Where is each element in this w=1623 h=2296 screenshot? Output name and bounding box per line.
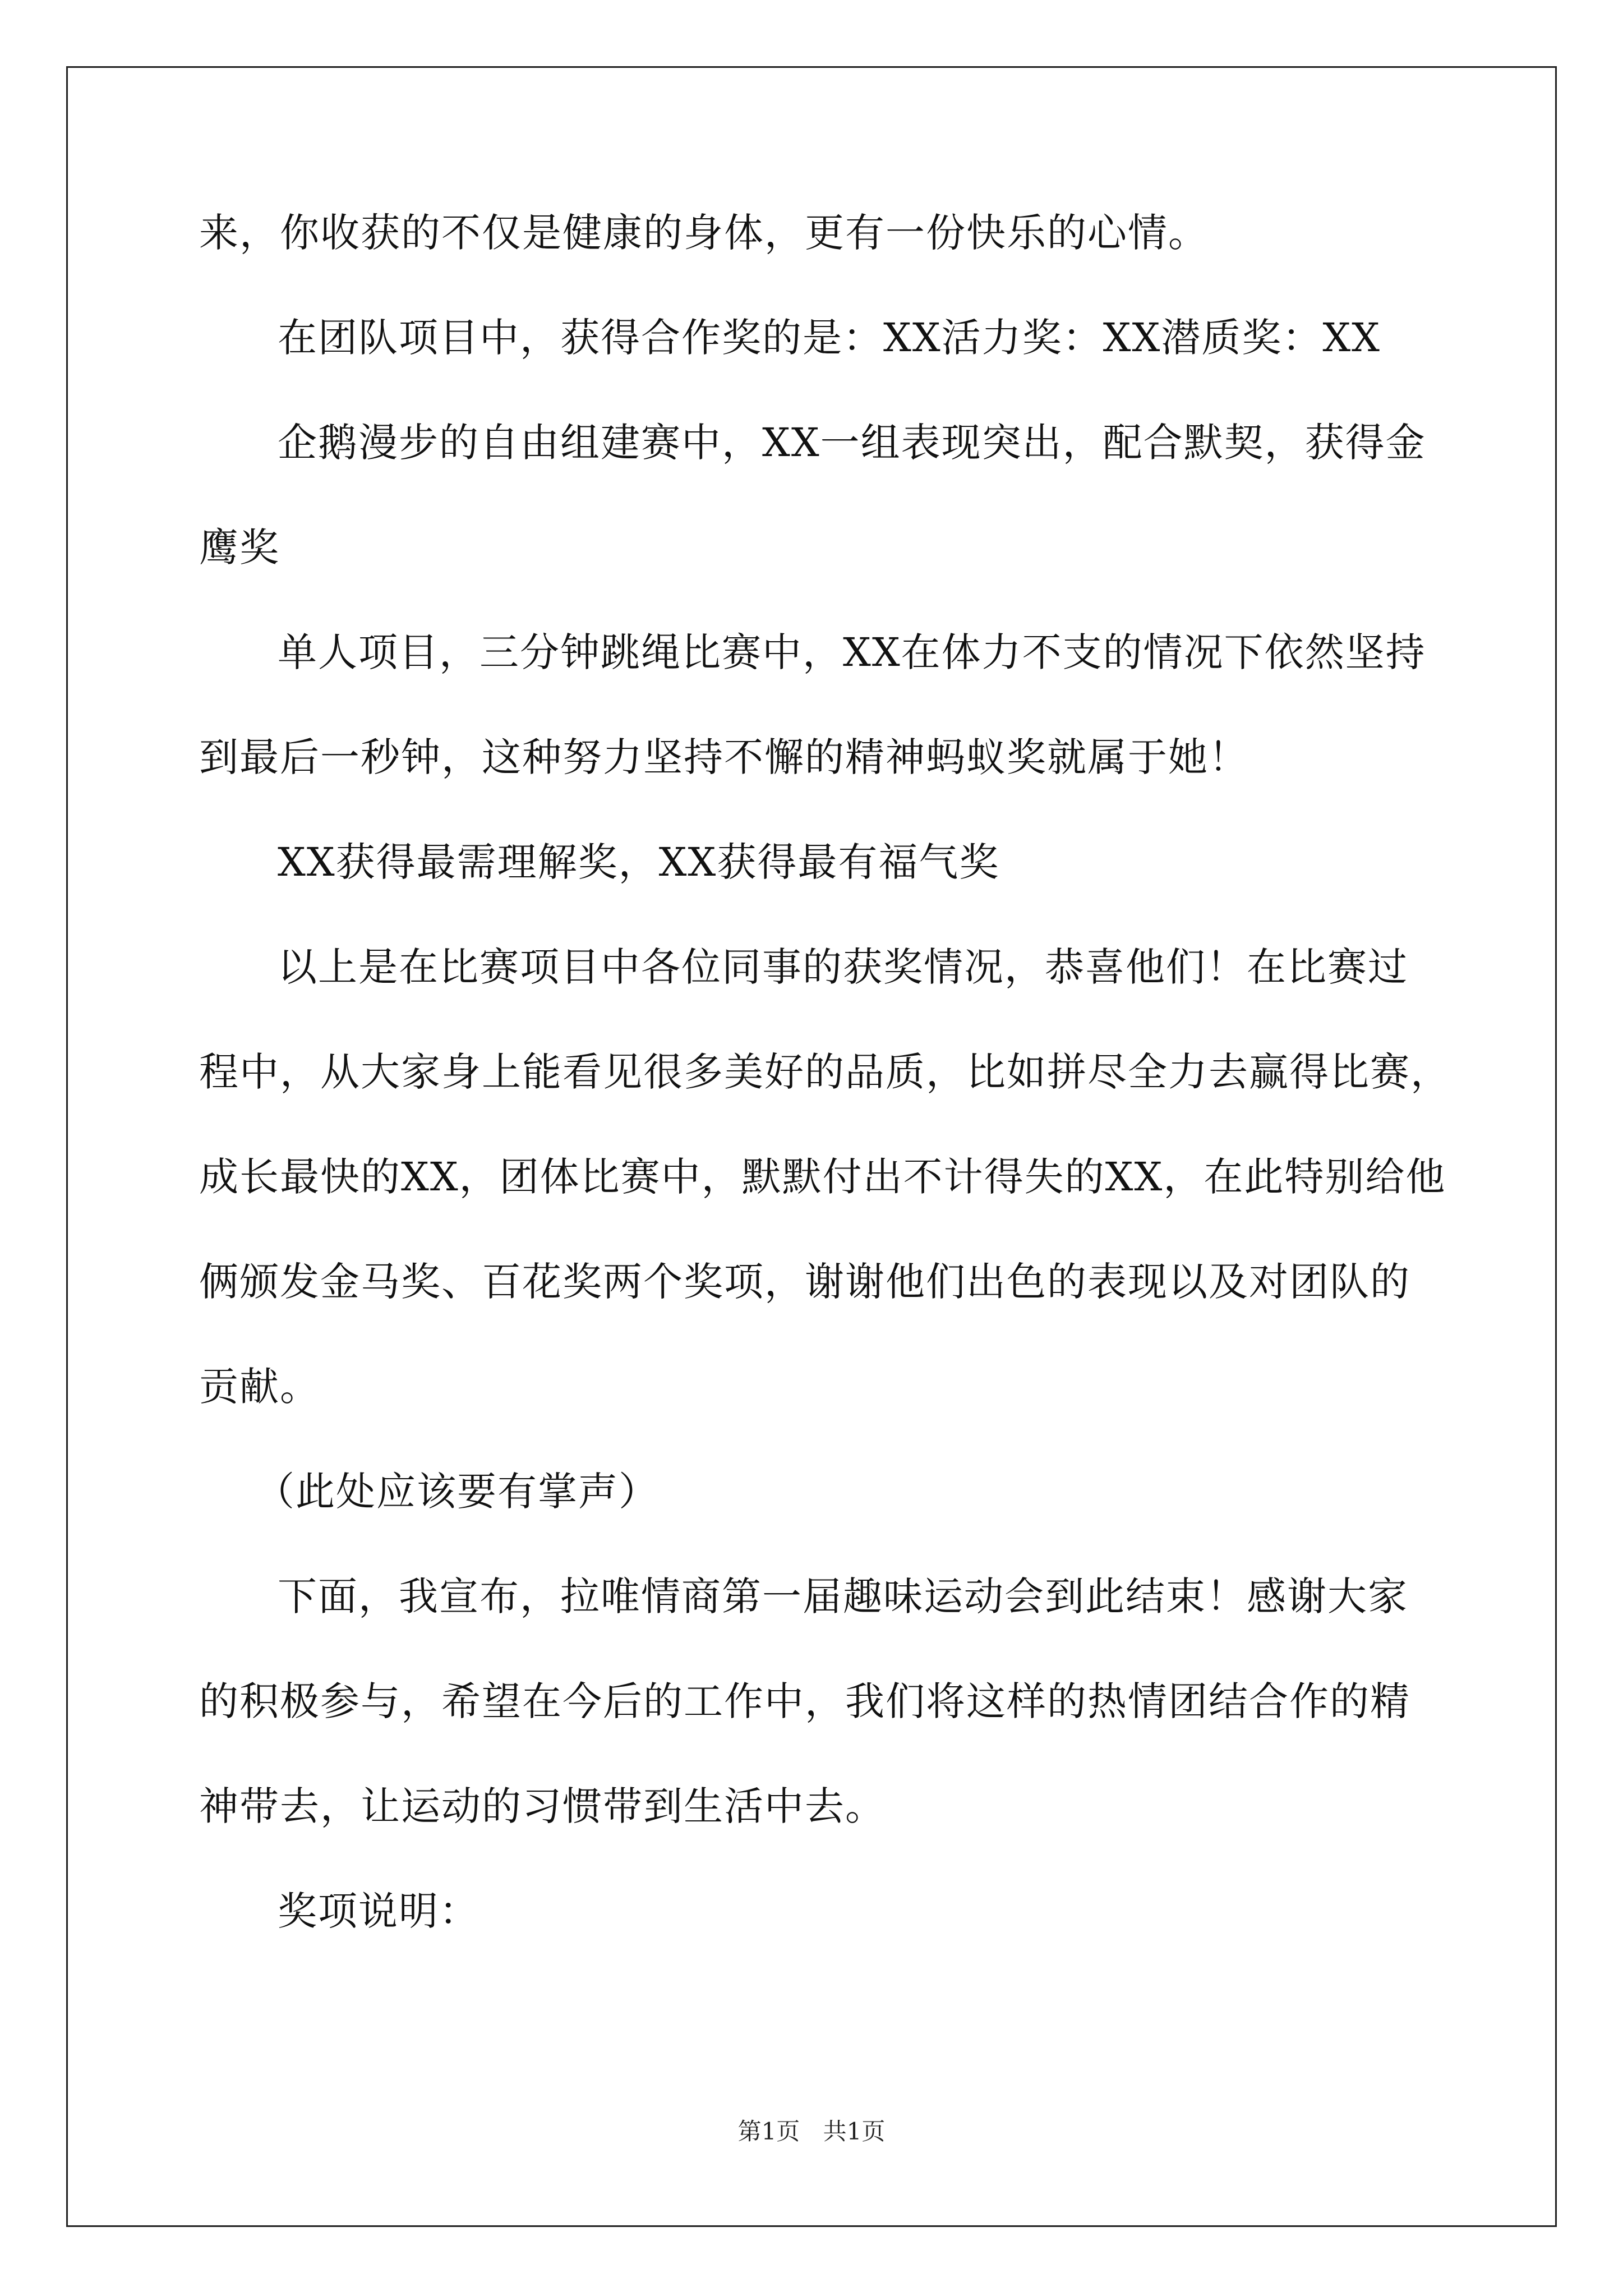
- text-line: XX获得最需理解奖，XX获得最有福气奖: [278, 839, 1000, 885]
- text-line: 到最后一秒钟，这种努力坚持不懈的精神蚂蚁奖就属于她！: [199, 734, 1249, 780]
- text-line: （此处应该要有掌声）: [255, 1469, 659, 1515]
- text-line: 鹰奖: [199, 524, 280, 570]
- text-line: 奖项说明：: [278, 1888, 479, 1934]
- text-line: 在团队项目中，获得合作奖的是：XX活力奖：XX潜质奖：XX: [278, 315, 1381, 361]
- text-line: 贡献。: [199, 1364, 320, 1410]
- text-line: 程中，从大家身上能看见很多美好的品质，比如拼尽全力去赢得比赛，: [199, 1049, 1451, 1095]
- page-total: 共1页: [823, 2118, 886, 2145]
- text-line: 成长最快的XX，团体比赛中，默默付出不计得失的XX，在此特别给他: [199, 1154, 1446, 1200]
- text-line: 俩颁发金马奖、百花奖两个奖项，谢谢他们出色的表现以及对团队的: [199, 1259, 1410, 1305]
- page-number: 第1页: [737, 2118, 800, 2145]
- text-line: 以上是在比赛项目中各位同事的获奖情况，恭喜他们！在比赛过: [278, 944, 1408, 990]
- text-line: 企鹅漫步的自由组建赛中，XX一组表现突出，配合默契，获得金: [278, 420, 1426, 466]
- text-line: 神带去，让运动的习惯带到生活中去。: [199, 1783, 886, 1829]
- text-line: 来，你收获的不仅是健康的身体，更有一份快乐的心情。: [199, 210, 1209, 256]
- page-footer: [0, 2115, 1623, 2148]
- text-line: 的积极参与，希望在今后的工作中，我们将这样的热情团结合作的精: [199, 1678, 1410, 1724]
- text-line: 下面，我宣布，拉唯情商第一届趣味运动会到此结束！感谢大家: [278, 1573, 1408, 1619]
- text-line: 单人项目，三分钟跳绳比赛中，XX在体力不支的情况下依然坚持: [278, 629, 1426, 675]
